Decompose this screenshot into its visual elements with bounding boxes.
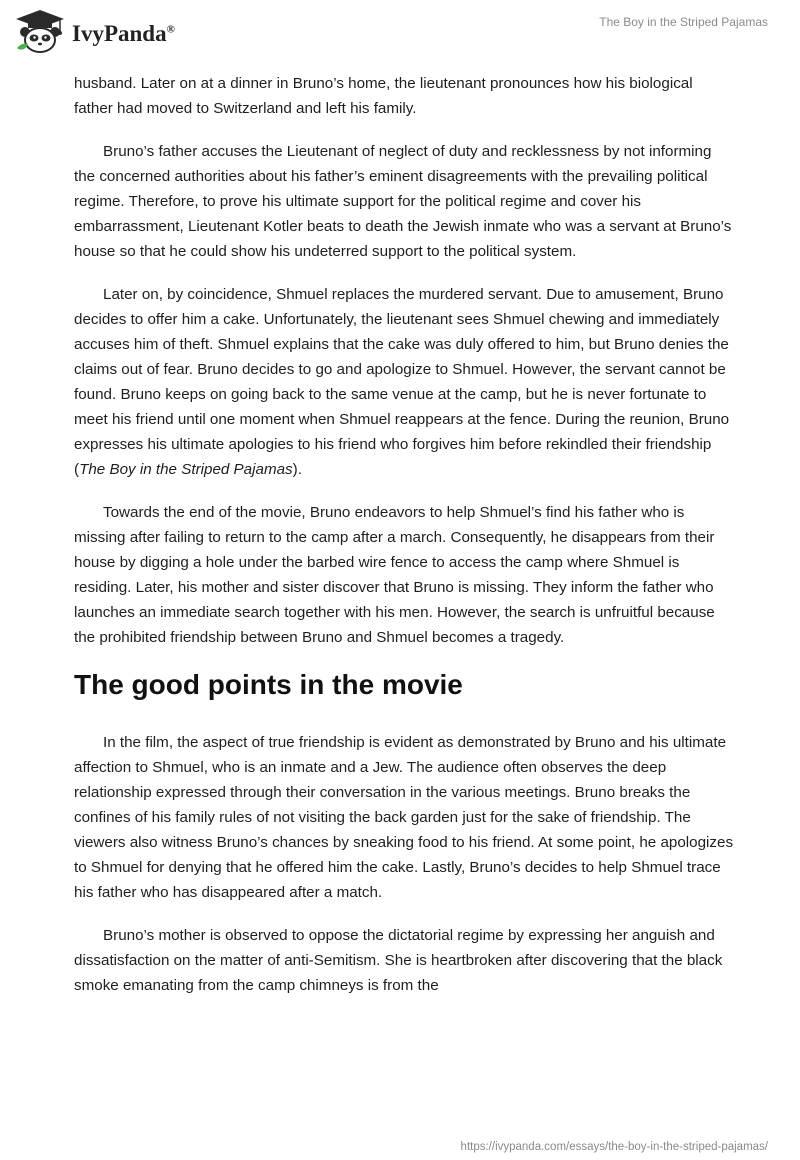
essay-body xyxy=(74,71,734,1016)
brand-name: IvyPanda® xyxy=(72,21,175,46)
ivypanda-logo[interactable] xyxy=(14,8,175,54)
paragraph: Bruno’s mother is observed to oppose the dictatorial regime by expressing her anguish and dissatisfaction on the matter of anti-Semitism. She is heartbroken after discovering that the black smoke emanating from the camp chimneys is from the xyxy=(74,927,723,994)
film-citation: The Boy in the Striped Pajamas xyxy=(79,461,293,478)
panda-logo-icon xyxy=(14,8,66,54)
page-header xyxy=(0,0,800,62)
paragraph: Towards the end of the movie, Bruno endeavors to help Shmuel’s find his father who is missing after failing to return to the camp after a march. Consequently, he disappears from their house by digging a hole under the barbed wire fence to access the camp where Shmuel is residing. Later, his mother and sister discover that Bruno is missing. They inform the father who launches an immediate search together with his men. However, the search is unfruitful because the prohibited friendship between Bruno and Shmuel becomes a tragedy. xyxy=(74,504,715,646)
paragraph: In the film, the aspect of true friendship is evident as demonstrated by Bruno and his ultimate affection to Shmuel, who is an inmate and a Jew. The audience often observes the deep relationship expressed through their conversation in the various meetings. Bruno breaks the confines of his family rules of not visiting the back garden just for the sake of friendship. The viewers also witness Bruno’s chances by sneaking food to his friend. At some point, he apologizes to Shmuel for denying that he offered him the cake. Lastly, Bruno’s decides to help Shmuel trace his father who has disappeared after a match. xyxy=(74,734,734,901)
source-url[interactable]: https://ivypanda.com/essays/the-boy-in-the-striped-pajamas/ xyxy=(460,1141,768,1153)
document-title: The Boy in the Striped Pajamas xyxy=(599,15,768,29)
paragraph: Later on, by coincidence, Shmuel replaces the murdered servant. Due to amusement, Bruno decides to offer him a cake. Unfortunately, the lieutenant sees Shmuel chewing and immediately accuses him of theft. Shmuel explains that the cake was duly offered to him, but Bruno denies the claims out of fear. Bruno decides to go and apologize to Shmuel. However, the servant cannot be found. Bruno keeps on going back to the same venue at the camp, but he is never fortunate to meet his friend until one moment when Shmuel reappears at the fence. During the reunion, Bruno expresses his ultimate apologies to his friend who forgives him before rekindled their friendship (The Boy in the Striped Pajamas). xyxy=(74,286,730,478)
section-heading: The good points in the movie xyxy=(74,669,463,700)
paragraph: husband. Later on at a dinner in Bruno’s home, the lieutenant pronounces how his biological father had moved to Switzerland and left his family. xyxy=(74,75,693,117)
paragraph: Bruno’s father accuses the Lieutenant of neglect of duty and recklessness by not informing the concerned authorities about his father’s eminent disagreements with the prevailing political regime. Therefore, to prove his ultimate support for the political regime and cover his embarrassment, Lieutenant Kotler beats to death the Jewish inmate who was a servant at Bruno’s house so that he could show his undeterred support to the political system. xyxy=(74,143,732,260)
